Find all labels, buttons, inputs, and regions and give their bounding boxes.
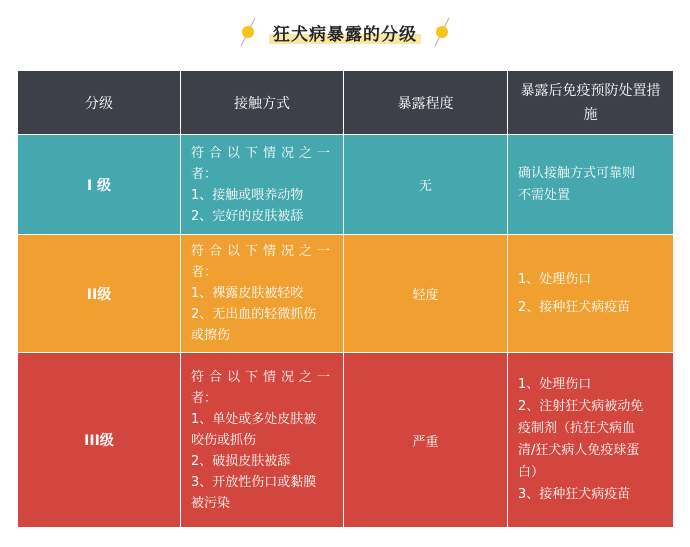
action-line: 白） — [518, 465, 545, 480]
action-line: 1、处理伤口 — [518, 377, 592, 392]
table-row — [18, 135, 674, 235]
contact-line: 或擦伤 — [191, 328, 231, 343]
table-header-row — [18, 71, 674, 135]
action-line: 2、接种狂犬病疫苗 — [518, 299, 631, 315]
action-line: 1、处理伤口 — [518, 271, 592, 287]
action-line: 3、接种狂犬病疫苗 — [518, 487, 631, 502]
contact-line: 1、单处或多处皮肤被 — [191, 411, 317, 427]
contact-line: 1、接触或喂养动物 — [191, 187, 304, 203]
action-line: 不需处置 — [518, 187, 571, 203]
action-line: 疫制剂（抗狂犬病血 — [518, 421, 636, 436]
table-row — [18, 235, 674, 353]
contact-line: 者： — [191, 265, 218, 280]
contact-line: 2、无出血的轻微抓伤 — [191, 307, 317, 322]
lemon-slice-icon — [429, 16, 455, 48]
contact-line: 者： — [191, 166, 218, 182]
contact-line: 符合以下情况之一 — [191, 244, 336, 259]
contact-line: 2、完好的皮肤被舔 — [191, 208, 304, 224]
header-action: 暴露后免疫预防处置措施 — [508, 71, 674, 135]
header-level: 分级 — [18, 71, 181, 135]
contact-cell — [181, 235, 344, 353]
degree-cell: 严重 — [344, 353, 508, 528]
contact-line: 咬伤或抓伤 — [191, 432, 257, 448]
header-contact: 接触方式 — [181, 71, 344, 135]
level-cell: II级 — [18, 235, 181, 353]
action-line: 2、注射狂犬病被动免 — [518, 399, 644, 414]
lemon-slice-icon — [235, 16, 261, 48]
contact-line: 3、开放性伤口或黏膜 — [191, 474, 317, 490]
contact-line: 符合以下情况之一 — [191, 145, 336, 161]
level-cell: III级 — [18, 353, 181, 528]
contact-cell — [181, 353, 344, 528]
page-title: 狂犬病暴露的分级 — [273, 24, 417, 45]
level-cell: I 级 — [18, 135, 181, 235]
action-line: 清/狂犬病人免疫球蛋 — [518, 443, 640, 458]
title-bar — [0, 10, 690, 54]
contact-cell — [181, 135, 344, 235]
header-degree: 暴露程度 — [344, 71, 508, 135]
table-row — [18, 353, 674, 528]
action-cell — [508, 135, 674, 235]
exposure-grading-table — [17, 70, 674, 528]
action-cell — [508, 235, 674, 353]
contact-line: 2、破损皮肤被舔 — [191, 453, 291, 469]
action-cell — [508, 353, 674, 528]
contact-line: 符合以下情况之一 — [191, 369, 336, 385]
degree-cell: 轻度 — [344, 235, 508, 353]
title-box — [267, 16, 423, 48]
contact-line: 者： — [191, 390, 218, 406]
action-line: 确认接触方式可靠则 — [518, 165, 636, 181]
contact-line: 1、裸露皮肤被轻咬 — [191, 286, 304, 301]
contact-line: 被污染 — [191, 495, 231, 511]
degree-cell: 无 — [344, 135, 508, 235]
